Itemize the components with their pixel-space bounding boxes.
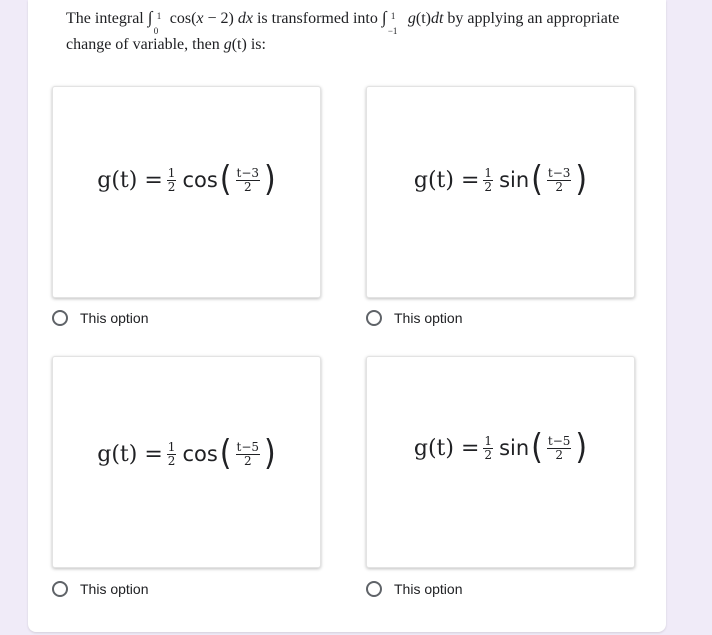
question-card <box>28 0 666 632</box>
t-end: (t) <box>231 36 247 53</box>
option-4-label: This option <box>394 581 463 597</box>
option-2-choice[interactable] <box>366 308 462 328</box>
option-3-label: This option <box>80 581 149 597</box>
option-1-image[interactable] <box>52 86 321 298</box>
option-1-radio[interactable] <box>52 310 68 326</box>
var-x: x <box>196 10 204 27</box>
option-4-image[interactable] <box>366 356 635 568</box>
option-1-label: This option <box>80 310 149 326</box>
option-3-formula: g(t) = $\frac{1}{2}$ cos ( $\frac{t-5}{2}$ ) <box>97 433 276 474</box>
dx: dx <box>237 10 253 27</box>
option-3-image[interactable] <box>52 356 321 568</box>
g-symbol-end: g <box>223 36 232 53</box>
option-4-choice[interactable] <box>366 579 462 599</box>
option-4-formula: g(t) = $\frac{1}{2}$ sin ( $\frac{t-5}{2}$ ) <box>413 427 588 468</box>
option-3-radio[interactable] <box>52 581 68 597</box>
g-symbol: g <box>407 10 416 27</box>
option-1-choice[interactable] <box>52 308 148 328</box>
question-part2: is transformed into <box>256 10 378 27</box>
question-part1: The integral <box>66 10 144 27</box>
option-3-choice[interactable] <box>52 579 148 599</box>
integral-sign-2: ∫ 1 −1 <box>381 8 398 36</box>
option-1-formula: g(t) = $\frac{1}{2}$ cos ( $\frac{t-3}{2}$ ) <box>97 159 276 200</box>
option-2-image[interactable] <box>366 86 635 298</box>
integral-sign-1: ∫ 1 0 <box>147 8 162 36</box>
option-2-label: This option <box>394 310 463 326</box>
option-2-radio[interactable] <box>366 310 382 326</box>
question-part3: by applying an appropriate change of variable, then <box>66 10 620 53</box>
option-2-formula: g(t) = $\frac{1}{2}$ sin ( $\frac{t-3}{2}$ ) <box>413 159 588 200</box>
question-text <box>66 6 646 58</box>
dt: dt <box>430 10 444 27</box>
integrand-rest: − 2) <box>203 10 238 27</box>
integrand: cos( <box>169 10 197 27</box>
option-4-radio[interactable] <box>366 581 382 597</box>
t-paren: (t) <box>415 10 431 27</box>
question-part4: is: <box>250 36 266 53</box>
